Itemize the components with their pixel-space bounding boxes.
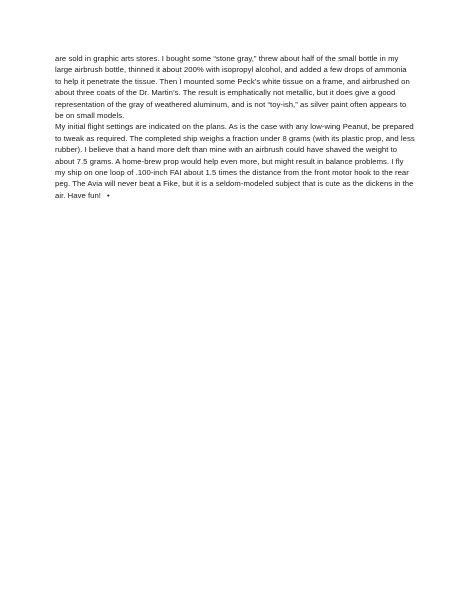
text-line: rubber). I believe that a hand more deft than mine with an airbrush could have shaved the weight to	[55, 145, 398, 155]
text-line: about 7.5 grams. A home-brew prop would help even more, but might result in balance problems. I fly	[55, 156, 404, 166]
text-line: peg. The Avia will never beat a Fike, but it is a seldom-modeled subject that is cute as the dickens in the	[55, 179, 414, 189]
end-of-article-mark: •	[107, 190, 110, 200]
text-line: representation of the gray of weathered aluminum, and is not “toy-ish,” as silver paint often appears to	[55, 99, 407, 109]
text-line: large airbrush bottle, thinned it about 200% with isopropyl alcohol, and added a few drops of ammonia	[55, 65, 407, 75]
article-text	[55, 53, 420, 201]
text-line: to tweak as required. The completed ship weighs a fraction under 8 grams (with its plastic prop, and less	[55, 133, 415, 143]
text-line: about three coats of the Dr. Martin’s. The result is emphatically not metallic, but it does give a good	[55, 88, 396, 98]
text-line: my ship on one loop of .100-inch FAI about 1.5 times the distance from the front motor hook to the rear	[55, 168, 409, 178]
paragraph-flight-settings	[55, 121, 420, 201]
text-line: My initial flight settings are indicated on the plans. As is the case with any low-wing Peanut, be prepared	[55, 122, 414, 132]
paragraph-paint	[55, 53, 420, 121]
text-line: are sold in graphic arts stores. I bought some “stone gray,” threw about half of the small bottle in my	[55, 54, 399, 63]
text-line-last	[55, 190, 420, 201]
last-line-text: air. Have fun!	[55, 190, 101, 200]
text-line: be on small models.	[55, 111, 125, 121]
text-line: to help it penetrate the tissue. Then I mounted some Peck’s white tissue on a frame, and airbrushed on	[55, 76, 410, 86]
